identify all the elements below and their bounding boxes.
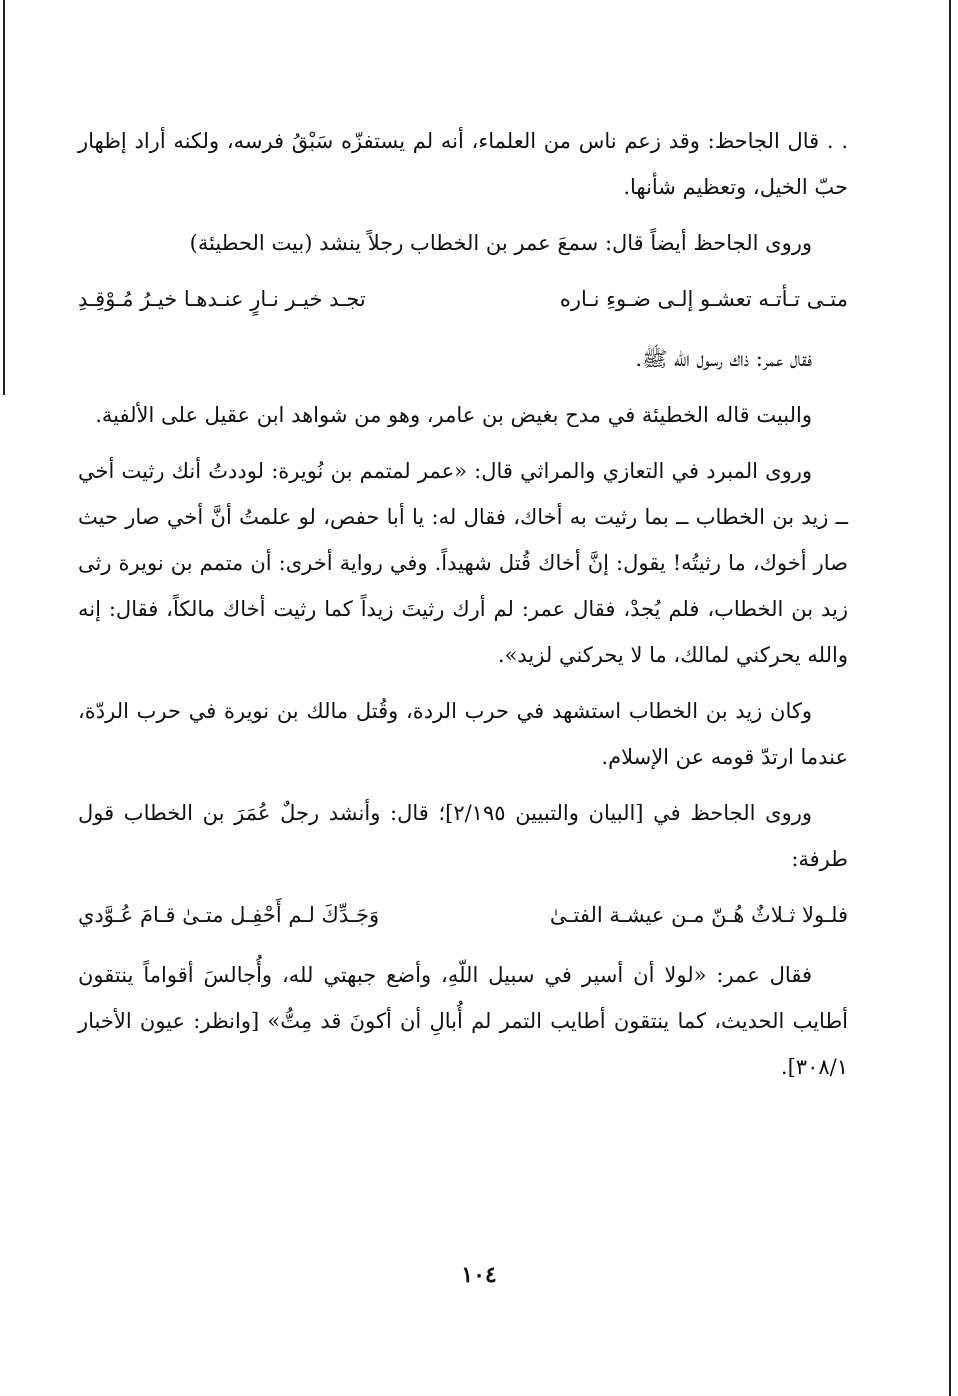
paragraph-verse-source: والبيت قاله الخطيئة في مدح بغيض بن عامر، وهو من شواهد ابن عقيل على الألفية. bbox=[95, 403, 812, 427]
paragraph-zayd-ridda: وكان زيد بن الخطاب استشهد في حرب الردة، وقُتل مالك بن نويرة في حرب الردّة، عندما ارتدّ قومه عن الإسلام. bbox=[78, 699, 848, 769]
page-number: ١٠٤ bbox=[461, 1262, 497, 1288]
paragraph-umar-saying: فقال عمر: «لولا أن أسير في سبيل اللّهِ، وأضع جبهتي لله، وأُجالسَ أقواماً ينتقون أطايب الحديث، كما ينتقون أطايب التمر لم أُبالِ أن أكونَ قد مِتُّ» [وانظر: عيون الأخبار ٣٠٨/١]. bbox=[78, 963, 848, 1079]
paragraph-umar-reply: فقال عمر: ذاك رسول الله ﷺ. bbox=[635, 347, 812, 371]
page-body bbox=[78, 118, 848, 1100]
paragraph-jahiz-horse: . . قال الجاحظ: وقد زعم ناس من العلماء، أنه لم يستفزّه سَبْقُ فرسه، ولكنه أراد إظهار حبّ الخيل، وتعظيم شأنها. bbox=[78, 129, 848, 199]
page-left-edge-line bbox=[3, 0, 5, 395]
paragraph-jahiz-bayan: وروى الجاحظ في [البيان والتبيين ٢/١٩٥]؛ قال: وأنشد رجلٌ عُمَرَ بن الخطاب قول طرفة: bbox=[78, 801, 848, 871]
verse-second-hemistich: وَجَـدِّكَ لـم أَحْفِـل متـىٰ قـامَ عُـوَّدي bbox=[78, 903, 380, 927]
verse-second-hemistich: تجـد خيـر نـارٍ عنـدهـا خيـرُ مُـوْقِـدِ bbox=[78, 287, 366, 311]
verse-first-hemistich: فلـولا ثـلاثٌ هُـنّ مـن عيشـة الفتـىٰ bbox=[549, 903, 848, 927]
verse-tarafa bbox=[78, 892, 848, 938]
verse-first-hemistich: متـى تـأتـه تعشـو إلـى ضـوءِ نـاره bbox=[559, 287, 848, 311]
verse-hutayah bbox=[78, 276, 848, 322]
paragraph-jahiz-umar-hutayah: وروى الجاحظ أيضاً قال: سمعَ عمر بن الخطاب رجلاً ينشد (بيت الحطيئة) bbox=[189, 231, 812, 255]
paragraph-mubarrad-mutammim: وروى المبرد في التعازي والمراثي قال: «عمر لمتمم بن نُويرة: لوددتُ أنك رثيت أخي ــ زيد بن الخطاب ــ بما رثيت به أخاك، فقال له: يا أبا حفص، لو علمتُ أنَّ أخي صار حيث صار أخوك، ما رثيتُه! يقول: إنَّ أخاك قُتل شهيداً. وفي رواية أخرى: أن متمم بن نويرة رثى زيد بن الخطاب، فلم يُجدْ، فقال عمر: لم أرك رثيتَ زيداً كما رثيت أخاك مالكاً، فقال: إنه والله يحركني لمالك، ما لا يحركني لزيد». bbox=[78, 459, 848, 667]
page-right-edge-line bbox=[949, 0, 951, 1396]
